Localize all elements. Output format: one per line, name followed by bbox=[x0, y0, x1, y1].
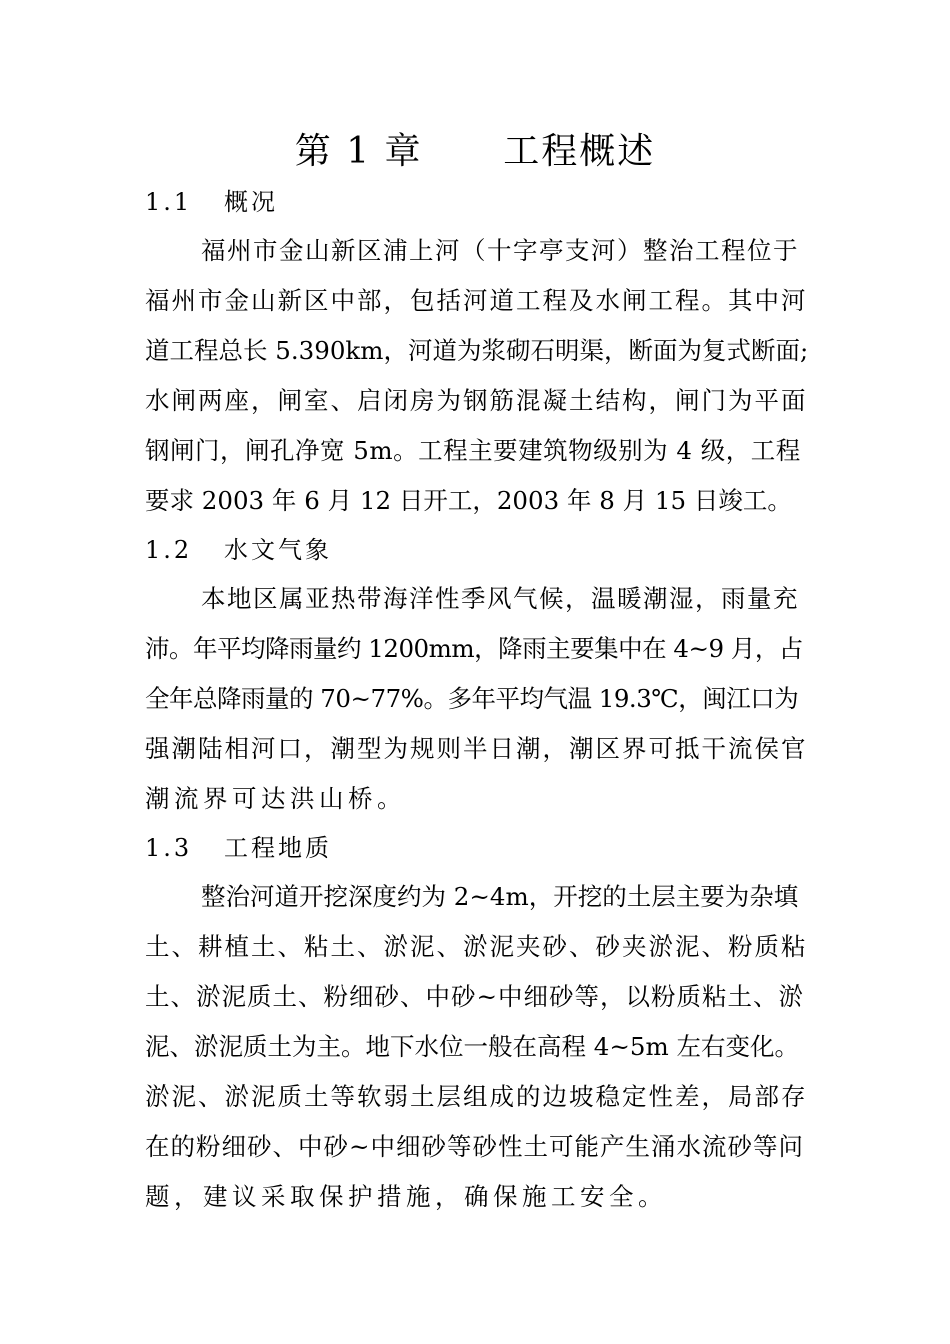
section-paragraph-1-1 bbox=[145, 226, 810, 526]
paragraph-line: 强潮陆相河口，潮型为规则半日潮，潮区界可抵干流侯官 bbox=[145, 734, 808, 763]
paragraph-line: 整治河道开挖深度约为 2~4m，开挖的土层主要为杂填 bbox=[201, 882, 799, 911]
paragraph-line: 道工程总长 5.390km，河道为浆砌石明渠，断面为复式断面; bbox=[145, 336, 809, 365]
paragraph-line: 淤泥、淤泥质土等软弱土层组成的边坡稳定性差，局部存 bbox=[145, 1082, 808, 1111]
paragraph-line: 题，建议采取保护措施，确保施工安全。 bbox=[145, 1182, 667, 1211]
paragraph-line: 要求 2003 年 6 月 12 日开工，2003 年 8 月 15 日竣工。 bbox=[145, 486, 792, 515]
section-paragraph-1-2 bbox=[145, 574, 810, 824]
section-heading-1-1: 1.1 概况 bbox=[145, 188, 279, 216]
paragraph-line: 本地区属亚热带海洋性季风气候，温暖潮湿，雨量充 bbox=[201, 584, 799, 613]
paragraph-line: 全年总降雨量的 70~77%。多年平均气温 19.3℃，闽江口为 bbox=[145, 684, 799, 713]
chapter-title: 第 1 章 工程概述 bbox=[294, 131, 656, 172]
paragraph-line: 沛。年平均降雨量约 1200mm，降雨主要集中在 4~9 月，占 bbox=[145, 634, 803, 663]
section-heading-1-2: 1.2 水文气象 bbox=[145, 536, 333, 564]
paragraph-line: 土、耕植土、粘土、淤泥、淤泥夹砂、砂夹淤泥、粉质粘 bbox=[145, 932, 808, 961]
paragraph-line: 泥、淤泥质土为主。地下水位一般在高程 4~5m 左右变化。 bbox=[145, 1032, 800, 1061]
paragraph-line: 福州市金山新区中部，包括河道工程及水闸工程。其中河 bbox=[145, 286, 808, 315]
paragraph-line: 钢闸门，闸孔净宽 5m。工程主要建筑物级别为 4 级，工程 bbox=[145, 436, 801, 465]
section-heading-1-3: 1.3 工程地质 bbox=[145, 834, 333, 862]
paragraph-line: 土、淤泥质土、粉细砂、中砂~中细砂等，以粉质粘土、淤 bbox=[145, 982, 805, 1011]
paragraph-line: 水闸两座，闸室、启闭房为钢筋混凝土结构，闸门为平面 bbox=[145, 386, 808, 415]
paragraph-line: 在的粉细砂、中砂~中细砂等砂性土可能产生涌水流砂等问 bbox=[145, 1132, 805, 1161]
paragraph-line: 潮流界可达洪山桥。 bbox=[145, 784, 406, 813]
section-paragraph-1-3 bbox=[145, 872, 810, 1222]
paragraph-line: 福州市金山新区浦上河（十字亭支河）整治工程位于 bbox=[201, 236, 799, 265]
